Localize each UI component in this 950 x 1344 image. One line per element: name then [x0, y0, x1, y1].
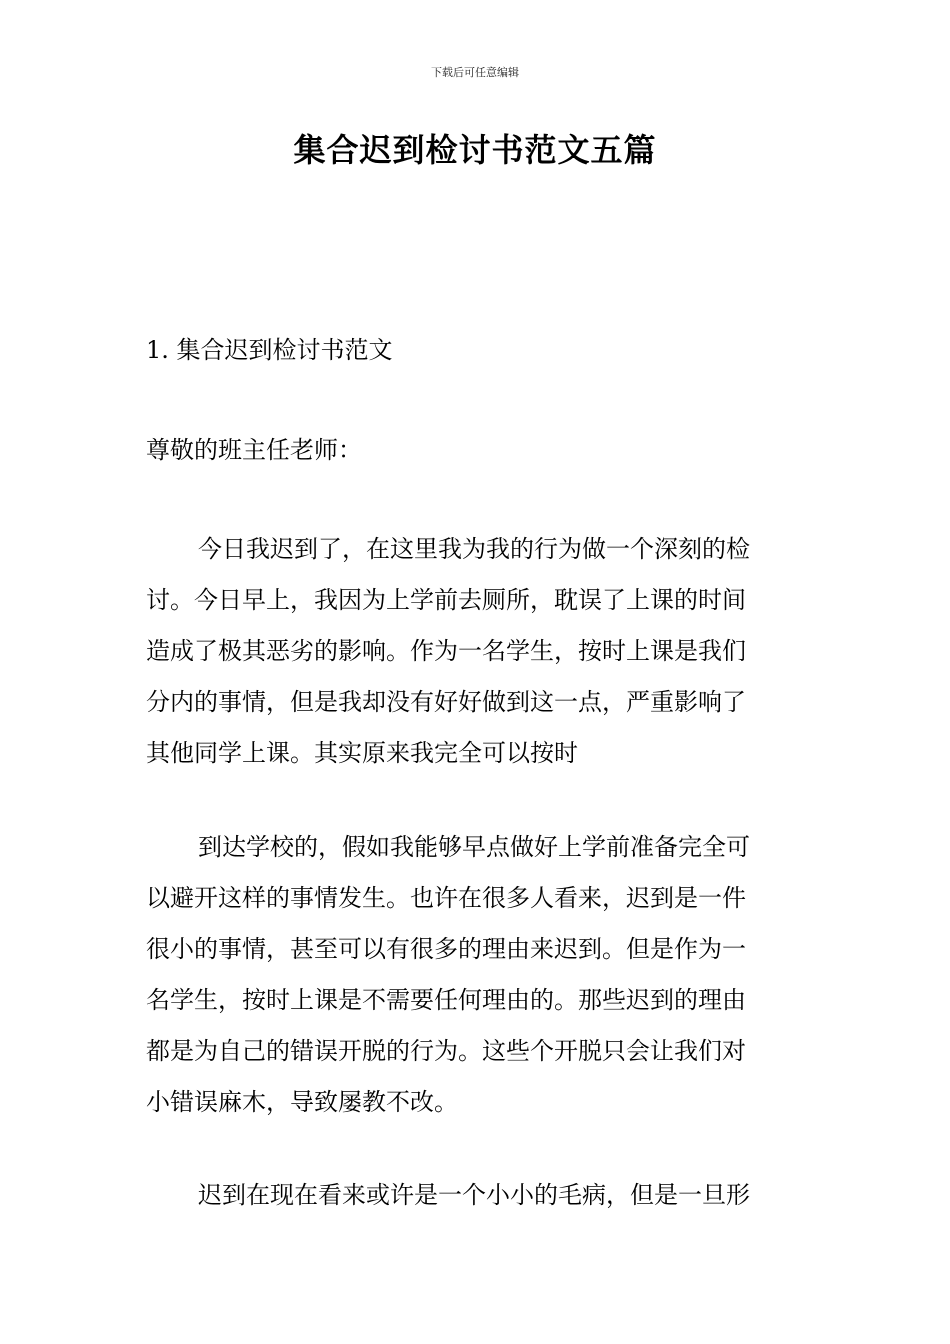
paragraph-line: 迟到在现在看来或许是一个小小的毛病，但是一旦形 — [198, 1181, 750, 1209]
paragraph-line: 以避开这样的事情发生。也许在很多人看来，迟到是一件 — [146, 884, 746, 912]
paragraph-line: 很小的事情，甚至可以有很多的理由来迟到。但是作为一 — [146, 935, 746, 963]
paragraph-line: 造成了极其恶劣的影响。作为一名学生，按时上课是我们 — [146, 637, 746, 665]
paragraph-line: 今日我迟到了，在这里我为我的行为做一个深刻的检 — [198, 535, 750, 563]
paragraph — [146, 822, 808, 1128]
paragraph-line: 分内的事情，但是我却没有好好做到这一点，严重影响了 — [146, 688, 746, 716]
paragraph-line: 讨。今日早上，我因为上学前去厕所，耽误了上课的时间 — [146, 586, 746, 614]
salutation: 尊敬的班主任老师： — [146, 436, 362, 464]
paragraph-line: 名学生，按时上课是不需要任何理由的。那些迟到的理由 — [146, 986, 746, 1014]
section-heading: 1. 集合迟到检讨书范文 — [146, 336, 393, 364]
paragraph — [146, 1170, 808, 1221]
header-note: 下载后可任意编辑 — [431, 66, 519, 79]
paragraph-line: 都是为自己的错误开脱的行为。这些个开脱只会让我们对 — [146, 1037, 746, 1065]
paragraph-line: 到达学校的，假如我能够早点做好上学前准备完全可 — [198, 833, 750, 861]
paragraph-line: 其他同学上课。其实原来我完全可以按时 — [146, 739, 578, 767]
paragraph — [146, 524, 808, 779]
paragraph-line: 小错误麻木，导致屡教不改。 — [146, 1088, 458, 1116]
document-title: 集合迟到检讨书范文五篇 — [293, 131, 657, 169]
